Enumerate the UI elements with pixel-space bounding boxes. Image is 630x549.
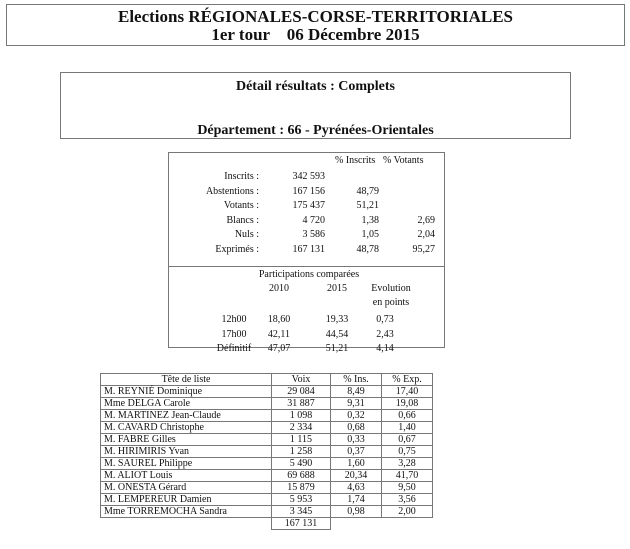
candidate-name: M. SAUREL Philippe: [101, 458, 272, 470]
candidate-name: M. MARTINEZ Jean-Claude: [101, 410, 272, 422]
participation-2015: 19,33: [325, 314, 349, 325]
candidate-pct-exp: 0,66: [382, 410, 433, 422]
candidate-pct-ins: 1,60: [331, 458, 382, 470]
col-header-2010: 2010: [269, 283, 289, 294]
stat-pct-votants: 95,27: [412, 243, 435, 255]
results-table: [100, 373, 433, 530]
participation-2010: 47,07: [267, 343, 291, 354]
divider: [169, 266, 444, 267]
table-row: [101, 386, 433, 398]
candidate-pct-ins: 0,98: [331, 506, 382, 518]
candidate-name: M. CAVARD Christophe: [101, 422, 272, 434]
empty-cell: [331, 518, 382, 530]
candidate-name: M. HIRIMIRIS Yvan: [101, 446, 272, 458]
stat-pct-votants: 2,69: [417, 214, 435, 226]
stat-value: 3 586: [302, 229, 325, 240]
table-row: [101, 434, 433, 446]
candidate-pct-ins: 20,34: [331, 470, 382, 482]
candidate-voix: 1 098: [272, 410, 331, 422]
candidate-pct-exp: 19,08: [382, 398, 433, 410]
table-row: [101, 422, 433, 434]
participation-label: Définitif: [216, 343, 252, 354]
candidate-name: Mme TORREMOCHA Sandra: [101, 506, 272, 518]
candidate-pct-exp: 17,40: [382, 386, 433, 398]
candidate-pct-ins: 0,37: [331, 446, 382, 458]
participation-2010: 18,60: [267, 314, 291, 325]
candidate-voix: 2 334: [272, 422, 331, 434]
col-header-en-points: en points: [372, 297, 410, 308]
empty-cell: [382, 518, 433, 530]
candidate-voix: 3 345: [272, 506, 331, 518]
election-round-date: 1er tour 06 Décembre 2015: [211, 25, 420, 44]
stat-value: 167 156: [292, 185, 325, 197]
participation-evolution: 4,14: [376, 343, 394, 354]
candidate-pct-ins: 9,31: [331, 398, 382, 410]
stat-label: Votants :: [223, 200, 259, 211]
candidate-voix: 5 490: [272, 458, 331, 470]
table-row: [101, 446, 433, 458]
stat-pct-inscrits: 48,78: [356, 243, 379, 255]
candidate-pct-exp: 0,75: [382, 446, 433, 458]
participation-2015: 51,21: [325, 343, 349, 354]
candidate-pct-ins: 0,68: [331, 422, 382, 434]
candidate-voix: 5 953: [272, 494, 331, 506]
candidate-pct-exp: 2,00: [382, 506, 433, 518]
stat-value: 175 437: [292, 200, 325, 211]
col-header-2015: 2015: [327, 283, 347, 294]
table-row: [101, 506, 433, 518]
table-row: [101, 458, 433, 470]
stat-label: Nuls :: [234, 229, 259, 240]
stat-pct-inscrits: 1,38: [361, 214, 379, 226]
table-row: [101, 398, 433, 410]
candidate-pct-ins: 0,32: [331, 410, 382, 422]
stat-label: Abstentions :: [205, 185, 259, 197]
header-tete-de-liste: Tête de liste: [101, 374, 272, 386]
candidate-name: Mme DELGA Carole: [101, 398, 272, 410]
candidate-pct-exp: 3,28: [382, 458, 433, 470]
stat-pct-inscrits: 1,05: [361, 229, 379, 240]
title-box: [6, 4, 625, 46]
detail-status: Détail résultats : Complets: [235, 79, 396, 94]
stat-value: 342 593: [292, 171, 325, 182]
stat-label: Exprimés :: [215, 243, 259, 255]
participation-evolution: 2,43: [376, 328, 394, 340]
candidate-name: M. LEMPEREUR Damien: [101, 494, 272, 506]
candidate-voix: 15 879: [272, 482, 331, 494]
empty-cell: [101, 518, 272, 530]
candidate-pct-exp: 41,70: [382, 470, 433, 482]
candidate-name: M. FABRE Gilles: [101, 434, 272, 446]
participation-title: Participations comparées: [258, 269, 360, 280]
col-header-evolution: Evolution: [371, 283, 411, 294]
stat-pct-inscrits: 51,21: [356, 200, 379, 211]
stat-pct-inscrits: 48,79: [356, 185, 379, 197]
table-header-row: [101, 374, 433, 386]
header-voix: Voix: [272, 374, 331, 386]
total-row: [101, 518, 433, 530]
election-title: Elections RÉGIONALES-CORSE-TERRITORIALES: [117, 7, 514, 26]
candidate-name: M. ONESTA Gérard: [101, 482, 272, 494]
stats-box: [168, 152, 445, 354]
header-pct-exp: % Exp.: [382, 374, 433, 386]
candidate-pct-exp: 9,50: [382, 482, 433, 494]
detail-box: [60, 72, 571, 139]
candidate-voix: 29 084: [272, 386, 331, 398]
stat-value: 167 131: [292, 243, 325, 255]
participation-label: 17h00: [221, 328, 247, 340]
candidate-pct-ins: 8,49: [331, 386, 382, 398]
candidate-name: M. REYNIÉ Dominique: [101, 386, 272, 398]
participation-2010: 42,11: [267, 328, 291, 340]
department-name: Département : 66 - Pyrénées-Orientales: [197, 123, 434, 138]
col-header-pct-votants: % Votants: [383, 155, 424, 166]
participation-evolution: 0,73: [376, 314, 394, 325]
candidate-pct-exp: 1,40: [382, 422, 433, 434]
participation-2015: 44,54: [325, 328, 349, 340]
stat-pct-votants: 2,04: [417, 229, 435, 240]
participation-label: 12h00: [221, 314, 247, 325]
total-voix: 167 131: [272, 518, 331, 530]
candidate-name: M. ALIOT Louis: [101, 470, 272, 482]
table-row: [101, 494, 433, 506]
candidate-voix: 31 887: [272, 398, 331, 410]
candidate-pct-ins: 0,33: [331, 434, 382, 446]
candidate-voix: 1 115: [272, 434, 331, 446]
candidate-pct-ins: 4,63: [331, 482, 382, 494]
candidate-pct-ins: 1,74: [331, 494, 382, 506]
header-pct-ins: % Ins.: [331, 374, 382, 386]
stat-label: Blancs :: [226, 214, 259, 226]
table-row: [101, 410, 433, 422]
table-row: [101, 470, 433, 482]
col-header-pct-inscrits: % Inscrits: [335, 155, 376, 166]
candidate-voix: 1 258: [272, 446, 331, 458]
stat-value: 4 720: [302, 214, 325, 226]
stat-label: Inscrits :: [224, 171, 259, 182]
candidate-voix: 69 688: [272, 470, 331, 482]
candidate-pct-exp: 3,56: [382, 494, 433, 506]
table-row: [101, 482, 433, 494]
candidate-pct-exp: 0,67: [382, 434, 433, 446]
